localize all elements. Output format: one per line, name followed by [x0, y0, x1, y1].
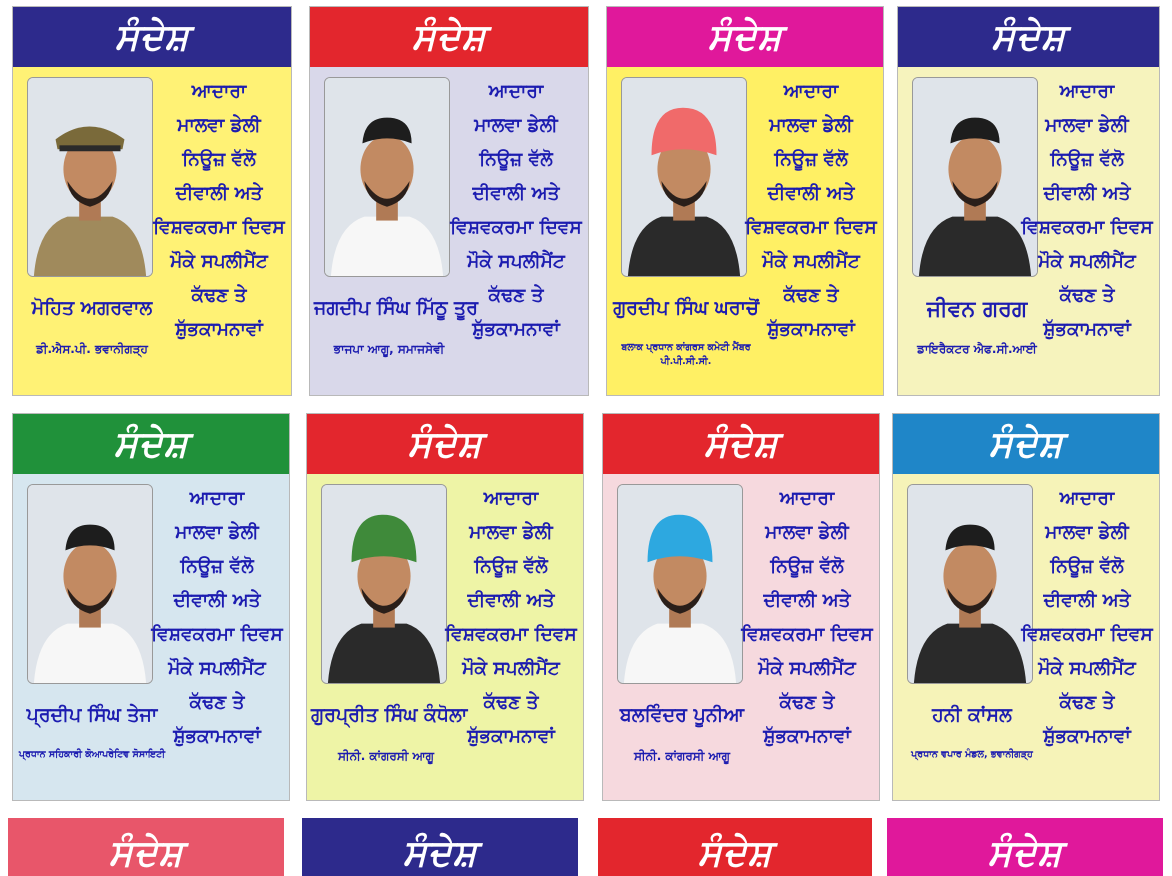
- message-line: ਮਾਲਵਾ ਡੇਲੀ: [175, 522, 259, 543]
- greeting-message: [741, 482, 873, 754]
- message-line: ਦੀਵਾਲੀ ਅਤੇ: [1043, 183, 1131, 204]
- message-line: ਵਿਸ਼ਵਕਰਮਾ ਦਿਵਸ: [151, 624, 283, 645]
- message-line: ਮਾਲਵਾ ਡੇਲੀ: [1045, 115, 1129, 136]
- message-line: ਮਾਲਵਾ ਡੇਲੀ: [469, 522, 553, 543]
- message-line: ਮੌਕੇ ਸਪਲੀਮੈਂਟ: [467, 251, 565, 272]
- message-line: ਕੱਢਣ ਤੇ: [189, 692, 245, 713]
- turban-portrait-icon: [617, 484, 743, 684]
- message-line: ਵਿਸ਼ਵਕਰਮਾ ਦਿਵਸ: [153, 217, 285, 238]
- message-line: ਨਿਊਜ਼ ਵੱਲੋ: [774, 149, 848, 170]
- message-line: ਨਿਊਜ਼ ਵੱਲੋ: [474, 556, 548, 577]
- message-line: ਦੀਵਾਲੀ ਅਤੇ: [472, 183, 560, 204]
- message-line: ਆਦਾਰਾ: [191, 81, 247, 102]
- message-line: ਮੌਕੇ ਸਪਲੀਮੈਂਟ: [762, 251, 860, 272]
- message-line: ਆਦਾਰਾ: [189, 488, 245, 509]
- message-line: ਸ਼ੁੱਭਕਾਮਨਾਵਾਂ: [472, 319, 560, 340]
- person-designation: ਸੀਨੀ. ਕਾਂਗਰਸੀ ਆਗੂ: [337, 749, 434, 763]
- message-line: ਆਦਾਰਾ: [483, 488, 539, 509]
- card-header: ਸੰਦੇਸ਼: [898, 7, 1159, 67]
- message-line: ਨਿਊਜ਼ ਵੱਲੋ: [1050, 556, 1124, 577]
- greeting-card: [892, 413, 1160, 801]
- message-line: ਮੌਕੇ ਸਪਲੀਮੈਂਟ: [462, 658, 560, 679]
- message-line: ਨਿਊਜ਼ ਵੱਲੋ: [180, 556, 254, 577]
- message-line: ਮਾਲਵਾ ਡੇਲੀ: [177, 115, 261, 136]
- message-line: ਨਿਊਜ਼ ਵੱਲੋ: [479, 149, 553, 170]
- officer-portrait-icon: [27, 77, 153, 277]
- greeting-card: [309, 6, 589, 396]
- person-name: ਜੀਵਨ ਗਰਗ: [926, 297, 1028, 322]
- message-line: ਮੌਕੇ ਸਪਲੀਮੈਂਟ: [170, 251, 268, 272]
- person-name: ਬਲਵਿੰਦਰ ਪੂਨੀਆ: [619, 704, 745, 726]
- message-line: ਸ਼ੁੱਭਕਾਮਨਾਵਾਂ: [1043, 319, 1131, 340]
- person-designation: ਭਾਜਪਾ ਆਗੂ, ਸਮਾਜਸੇਵੀ: [333, 342, 445, 356]
- card-header: ਸੰਦੇਸ਼: [13, 7, 291, 67]
- message-line: ਕੱਢਣ ਤੇ: [488, 285, 544, 306]
- message-line: ਆਦਾਰਾ: [1059, 488, 1115, 509]
- person-designation: ਡਾਇਰੈਕਟਰ ਐਫ.ਸੀ.ਆਈ: [917, 342, 1037, 356]
- message-line: ਆਦਾਰਾ: [1059, 81, 1115, 102]
- message-line: ਆਦਾਰਾ: [783, 81, 839, 102]
- man-portrait-icon: [912, 77, 1038, 277]
- person-designation: ਬਲਾਕ ਪ੍ਰਧਾਨ ਕਾਂਗਰਸ ਕਮੇਟੀ ਮੈਂਬਰ ਪੀ.ਪੀ.ਸੀ.ਸੀ.: [621, 342, 751, 367]
- message-line: ਆਦਾਰਾ: [488, 81, 544, 102]
- message-line: ਨਿਊਜ਼ ਵੱਲੋ: [1050, 149, 1124, 170]
- greeting-message: [153, 75, 285, 347]
- next-card-header: ਸੰਦੇਸ਼: [8, 818, 284, 876]
- message-line: ਕੱਢਣ ਤੇ: [483, 692, 539, 713]
- next-card-header: ਸੰਦੇਸ਼: [887, 818, 1163, 876]
- message-line: ਦੀਵਾਲੀ ਅਤੇ: [767, 183, 855, 204]
- message-line: ਸ਼ੁੱਭਕਾਮਨਾਵਾਂ: [763, 726, 851, 747]
- message-line: ਨਿਊਜ਼ ਵੱਲੋ: [182, 149, 256, 170]
- card-header: ਸੰਦੇਸ਼: [603, 414, 879, 474]
- message-line: ਦੀਵਾਲੀ ਅਤੇ: [763, 590, 851, 611]
- man-portrait-icon: [907, 484, 1033, 684]
- message-line: ਦੀਵਾਲੀ ਅਤੇ: [175, 183, 263, 204]
- message-line: ਮੌਕੇ ਸਪਲੀਮੈਂਟ: [1038, 658, 1136, 679]
- man-portrait-icon: [27, 484, 153, 684]
- message-line: ਆਦਾਰਾ: [779, 488, 835, 509]
- person-designation: ਡੀ.ਐਸ.ਪੀ. ਭਵਾਨੀਗੜ੍ਹ: [36, 342, 148, 356]
- message-line: ਸ਼ੁੱਭਕਾਮਨਾਵਾਂ: [1043, 726, 1131, 747]
- message-line: ਸ਼ੁੱਭਕਾਮਨਾਵਾਂ: [767, 319, 855, 340]
- person-name: ਗੁਰਪ੍ਰੀਤ ਸਿੰਘ ਕੰਧੋਲਾ: [311, 704, 468, 726]
- man-portrait-icon: [324, 77, 450, 277]
- message-line: ਕੱਢਣ ਤੇ: [779, 692, 835, 713]
- greeting-card: [306, 413, 584, 801]
- message-line: ਦੀਵਾਲੀ ਅਤੇ: [467, 590, 555, 611]
- greeting-card: [12, 6, 292, 396]
- message-line: ਮਾਲਵਾ ਡੇਲੀ: [765, 522, 849, 543]
- message-line: ਸ਼ੁੱਭਕਾਮਨਾਵਾਂ: [173, 726, 261, 747]
- person-name: ਜਗਦੀਪ ਸਿੰਘ ਮਿੱਠੂ ਤੂਰ: [314, 297, 478, 319]
- greeting-card: [12, 413, 290, 801]
- person-designation: ਪ੍ਰਧਾਨ ਵਪਾਰ ਮੰਡਲ, ਭਵਾਨੀਗੜ੍ਹ: [911, 749, 1033, 760]
- message-line: ਕੱਢਣ ਤੇ: [783, 285, 839, 306]
- message-line: ਮੌਕੇ ਸਪਲੀਮੈਂਟ: [1038, 251, 1136, 272]
- turban-portrait-icon: [321, 484, 447, 684]
- message-line: ਮਾਲਵਾ ਡੇਲੀ: [1045, 522, 1129, 543]
- person-name: ਹਨੀ ਕਾਂਸਲ: [932, 704, 1012, 726]
- card-header: ਸੰਦੇਸ਼: [13, 414, 289, 474]
- message-line: ਦੀਵਾਲੀ ਅਤੇ: [173, 590, 261, 611]
- message-line: ਮਾਲਵਾ ਡੇਲੀ: [474, 115, 558, 136]
- message-line: ਸ਼ੁੱਭਕਾਮਨਾਵਾਂ: [175, 319, 263, 340]
- message-line: ਵਿਸ਼ਵਕਰਮਾ ਦਿਵਸ: [445, 624, 577, 645]
- message-line: ਕੱਢਣ ਤੇ: [191, 285, 247, 306]
- message-line: ਮੌਕੇ ਸਪਲੀਮੈਂਟ: [758, 658, 856, 679]
- greeting-message: [745, 75, 877, 347]
- card-header: ਸੰਦੇਸ਼: [607, 7, 883, 67]
- card-header: ਸੰਦੇਸ਼: [310, 7, 588, 67]
- message-line: ਵਿਸ਼ਵਕਰਮਾ ਦਿਵਸ: [450, 217, 582, 238]
- greeting-card: [897, 6, 1160, 396]
- next-card-header: ਸੰਦੇਸ਼: [598, 818, 872, 876]
- person-name: ਪ੍ਰਦੀਪ ਸਿੰਘ ਤੇਜਾ: [26, 704, 158, 726]
- message-line: ਵਿਸ਼ਵਕਰਮਾ ਦਿਵਸ: [1021, 624, 1153, 645]
- person-designation: ਪ੍ਰਧਾਨ ਸਹਿਕਾਰੀ ਕੋਆਪਰੇਟਿਵ ਸੋਸਾਇਟੀ: [18, 749, 166, 760]
- message-line: ਮਾਲਵਾ ਡੇਲੀ: [769, 115, 853, 136]
- greeting-card: [602, 413, 880, 801]
- person-designation: ਸੀਨੀ. ਕਾਂਗਰਸੀ ਆਗੂ: [633, 749, 730, 763]
- message-line: ਸ਼ੁੱਭਕਾਮਨਾਵਾਂ: [467, 726, 555, 747]
- message-line: ਨਿਊਜ਼ ਵੱਲੋ: [770, 556, 844, 577]
- greeting-card: [606, 6, 884, 396]
- turban-portrait-icon: [621, 77, 747, 277]
- card-header: ਸੰਦੇਸ਼: [893, 414, 1159, 474]
- message-line: ਵਿਸ਼ਵਕਰਮਾ ਦਿਵਸ: [1021, 217, 1153, 238]
- person-name: ਮੋਹਿਤ ਅਗਰਵਾਲ: [31, 297, 153, 319]
- message-line: ਕੱਢਣ ਤੇ: [1059, 692, 1115, 713]
- message-line: ਵਿਸ਼ਵਕਰਮਾ ਦਿਵਸ: [745, 217, 877, 238]
- message-line: ਵਿਸ਼ਵਕਰਮਾ ਦਿਵਸ: [741, 624, 873, 645]
- person-name: ਗੁਰਦੀਪ ਸਿੰਘ ਘਰਾਚੋਂ: [613, 297, 759, 319]
- card-header: ਸੰਦੇਸ਼: [307, 414, 583, 474]
- greeting-message: [151, 482, 283, 754]
- message-line: ਕੱਢਣ ਤੇ: [1059, 285, 1115, 306]
- message-line: ਦੀਵਾਲੀ ਅਤੇ: [1043, 590, 1131, 611]
- message-line: ਮੌਕੇ ਸਪਲੀਮੈਂਟ: [168, 658, 266, 679]
- next-card-header: ਸੰਦੇਸ਼: [302, 818, 578, 876]
